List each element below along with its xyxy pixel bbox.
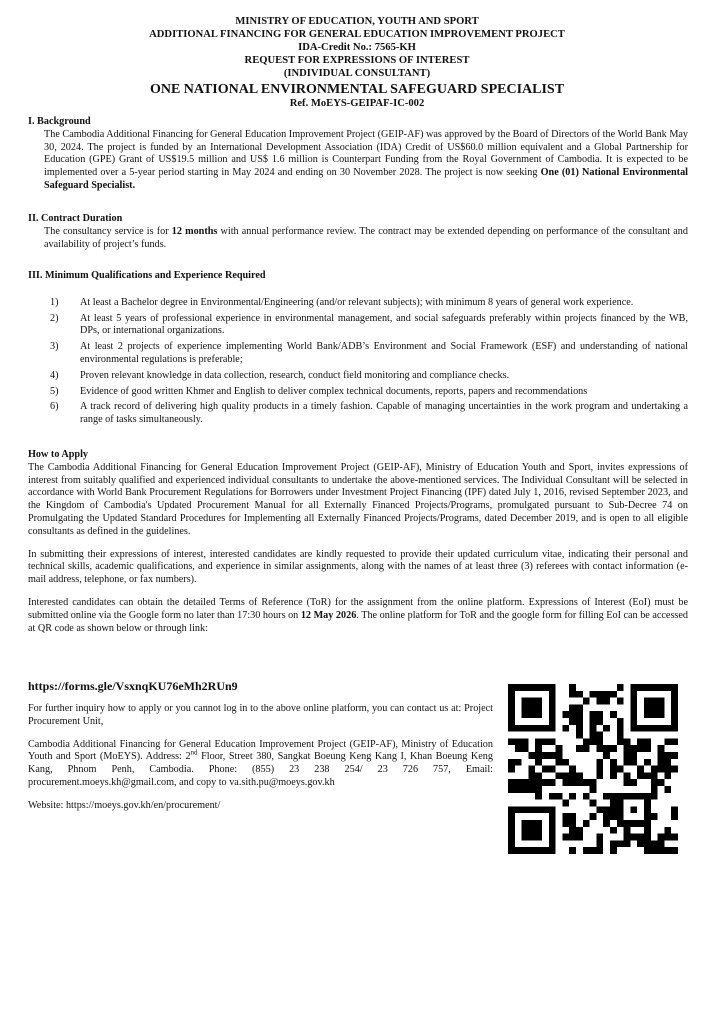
contract-body-b: with annual performance review. The contract may be extended depending on performance of the consultant and availability of project’s funds. xyxy=(44,225,688,250)
qualification-number: 1) xyxy=(50,296,59,308)
contact-column xyxy=(28,703,493,813)
qualifications-list xyxy=(28,297,688,427)
section-qualifications xyxy=(28,270,688,430)
header-consultant-type: (INDIVIDUAL CONSULTANT) xyxy=(283,68,431,79)
application-form-link[interactable]: https://forms.gle/VsxnqKU76eMh2RUn9 xyxy=(28,679,238,693)
section-background xyxy=(28,116,688,193)
apply-paragraph-1: The Cambodia Additional Financing for General Education Improvement Project (GEIP-AF), Ministry of Education Youth and Sport, invites expressions of interest from suitably qualified and experienced individual consultants to undertake the above-mentioned services. The Individual Consultant will be selected in accordance with World Bank Procurement Regulations for Borrowers under Investment Project Financing (IPF) dated July 1, 2016, revised September 2023, and the Kingdom of Cambodia's Updated Procurement Manual for all Externally Financed Projects/Programs, promulgated pursuant to Sub-Decree 74 on Promulgating the Updated Standard Procedures for Implementing all Externally Financed Projects/Programs, dated December 2019, and is open to all eligible consultants as defined in the guidelines. xyxy=(28,461,688,537)
qualification-item xyxy=(28,386,688,399)
qualification-text: Evidence of good written Khmer and English to deliver complex technical documents, reports, papers and recommendations xyxy=(80,385,588,397)
apply-paragraph-2: In submitting their expressions of interest, interested candidates are kindly requested to provide their updated curriculum vitae, indicating their personal and technical skills, academic qualifications, and experience in similar assignments, along with the names of at least three (3) referees with contact information (e-mail address, telephone, or fax numbers). xyxy=(28,548,688,586)
page-title: ONE NATIONAL ENVIRONMENTAL SAFEGUARD SPECIALIST xyxy=(149,82,565,97)
reference-number: Ref. MoEYS-GEIPAF-IC-002 xyxy=(289,98,425,109)
qualification-number: 6) xyxy=(50,401,59,413)
qualification-item xyxy=(28,297,688,310)
address-part-b: Floor, Street 380, Sangkat Boeung Keng Kang I, Khan Boeung Keng Kang, Phnom Penh, Cambodia. Phone: (855) 23 238 254/ 23 726 757, Email: procurement.moeys.kh@gmail.com, and copy to va.sith.pu@moeys.gov.kh xyxy=(28,751,493,788)
qualification-text: At least 2 projects of experience implementing World Bank/ADB’s Environment and Social Framework (ESF) and understanding of national environmental regulations is preferable; xyxy=(80,341,688,365)
background-body: The Cambodia Additional Financing for General Education Improvement Project (GEIP-AF) was approved by the Board of Directors of the World Bank May 30, 2024. The project is funded by an International Development Association (IDA) Credit of US$60.0 million equivalent and a Global Partnership for Education (GPE) Grant of US$19.5 million and US$ 1.6 million is Counterpart Funding from the Royal Government of Cambodia. It is expected to be implemented over a 5-year period starting in May 2024 and ending on 30 November 2028. The project is now seeking xyxy=(44,128,688,179)
background-text xyxy=(28,129,688,193)
background-heading: I. Background xyxy=(28,116,91,127)
address-floor-sup: nd xyxy=(190,749,198,757)
address-text xyxy=(28,739,493,790)
header-ministry: MINISTRY OF EDUCATION, YOUTH AND SPORT xyxy=(235,16,479,27)
header-project: ADDITIONAL FINANCING FOR GENERAL EDUCATION IMPROVEMENT PROJECT xyxy=(149,29,565,40)
qr-code-icon[interactable] xyxy=(508,684,678,854)
apply-paragraph-3 xyxy=(28,597,688,635)
qualification-item xyxy=(28,401,688,427)
section-contract xyxy=(28,213,688,251)
qualification-number: 5) xyxy=(50,385,59,397)
header-request: REQUEST FOR EXPRESSIONS OF INTEREST xyxy=(244,55,470,66)
qualification-item xyxy=(28,341,688,367)
contract-heading: II. Contract Duration xyxy=(28,213,123,224)
apply-deadline: 12 May 2026 xyxy=(300,609,357,621)
qualification-number: 2) xyxy=(50,312,59,324)
qualification-text: Proven relevant knowledge in data collection, research, conduct field monitoring and compliance checks. xyxy=(80,369,510,381)
qualification-text: A track record of delivering high quality products in a timely fashion. Capable of managing uncertainties in the work program and undertaking a range of tasks simultaneously. xyxy=(80,401,688,426)
qualification-number: 3) xyxy=(50,341,59,353)
contract-body-a: The consultancy service is for xyxy=(44,225,172,237)
contract-text xyxy=(28,226,688,252)
apply-heading: How to Apply xyxy=(28,449,89,460)
section-how-to-apply xyxy=(28,449,688,635)
apply-p3-body-a: Interested candidates can obtain the detailed Terms of Reference (ToR) for the assignment from the online platform. Expressions of Interest (EoI) must be submitted online via the Google form no later than 17:30 hours on xyxy=(28,596,688,621)
background-position-name: One (01) National Environmental Safeguard Specialist. xyxy=(44,167,688,191)
contract-duration: 12 months xyxy=(171,225,218,237)
qualifications-heading: III. Minimum Qualifications and Experience Required xyxy=(28,270,266,281)
header-credit-no: IDA-Credit No.: 7565-KH xyxy=(298,42,416,53)
address-part-a: Cambodia Additional Financing for General Education Improvement Project (GEIP-AF), Ministry of Education Youth and Sport (MoEYS). Address: 2 xyxy=(28,738,493,763)
qualification-item xyxy=(28,313,688,339)
qualification-number: 4) xyxy=(50,369,59,381)
apply-p3-body-b: . The online platform for ToR and the google form for filling EoI can be accessed at QR code as shown below or through link: xyxy=(28,609,689,634)
qualification-item xyxy=(28,370,688,383)
inquiry-text: For further inquiry how to apply or you cannot log in to the above online platform, you can contact us at: Project Procurement Unit, xyxy=(28,703,493,727)
website-text[interactable]: Website: https://moeys.gov.kh/en/procurement/ xyxy=(28,799,221,811)
qualification-text: At least a Bachelor degree in Environmental/Engineering (and/or relevant subjects); with minimum 8 years of general work experience. xyxy=(80,296,634,308)
qualification-text: At least 5 years of professional experience in environmental management, and social safeguards preferably within projects financed by the WB, DPs, or international organizations. xyxy=(80,312,688,337)
